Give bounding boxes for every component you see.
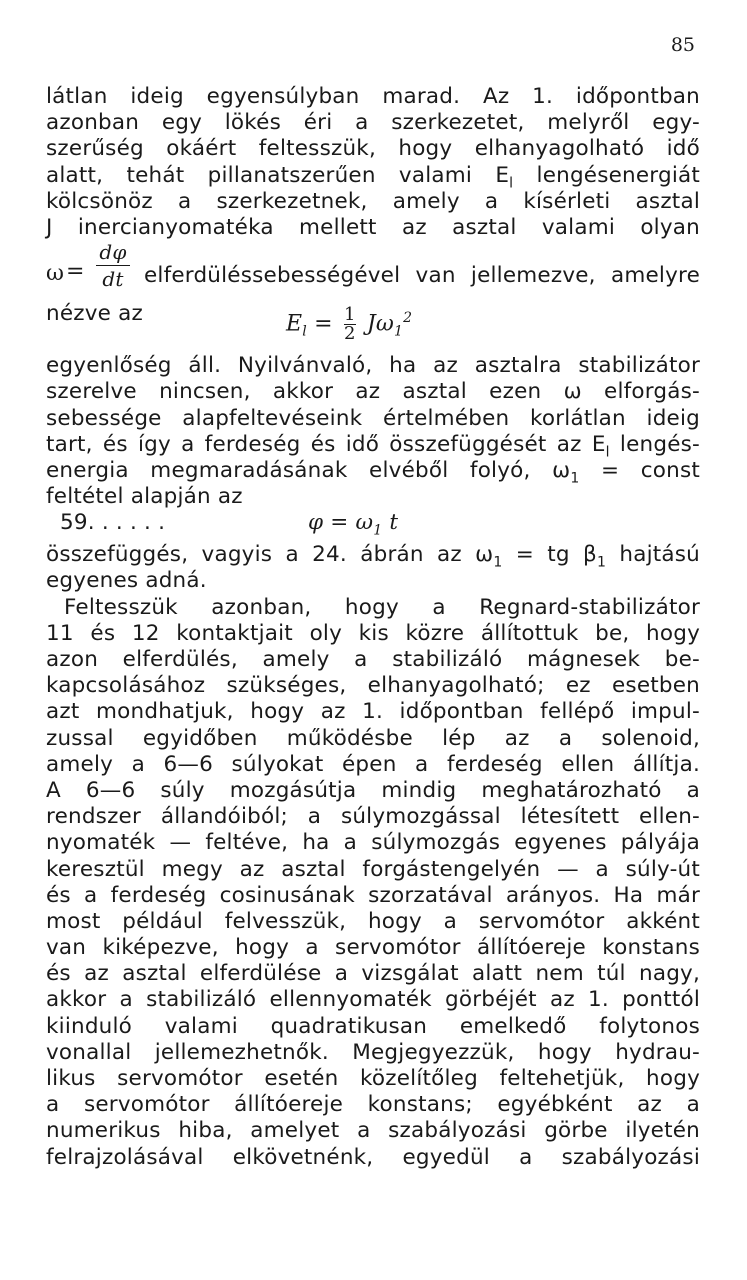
text-line: vonallal jellemezhetnők. Megjegyezzük, hogy hydrau- — [46, 1039, 700, 1065]
text-line: likus servomótor esetén közelítőleg feltehetjük, hogy — [46, 1066, 700, 1091]
equation-59-line — [46, 510, 700, 542]
energy-subscript: l — [302, 323, 307, 340]
text-line: egyenlőség áll. Nyilvánvaló, ha az asztalra stabilizátor — [46, 353, 700, 379]
equation-59-main: φ = ω — [308, 510, 374, 536]
equation-59 — [308, 510, 398, 544]
fraction-bar — [96, 265, 130, 266]
text-line: és az asztal elferdülése a vizsgálat alatt nem túl nagy, — [46, 961, 700, 987]
energy-symbol: E — [286, 311, 303, 337]
text-line: és a ferdeség cosinusának szorzatával arányos. Ha már — [46, 882, 700, 908]
text-line: látlan ideig egyensúlyban marad. Az 1. időpontban — [46, 84, 700, 109]
text-line: kölcsönöz a szerkezetnek, amely a kísérleti asztal — [46, 188, 700, 214]
equals-sign: = — [314, 311, 333, 337]
equation-number: 59. . . . . . — [60, 510, 166, 536]
one-half-fraction — [344, 303, 356, 344]
text-line: összefüggés, vagyis a 24. ábrán az $\omega_1$ = tg $\beta_1$ hajtású — [46, 542, 700, 571]
fraction-numerator: dφ — [99, 240, 127, 265]
half-numerator: 1 — [344, 303, 356, 325]
equals-sign: = — [66, 259, 85, 285]
text-line: amely a 6—6 súlyokat épen a ferdeség ellen állítja. — [46, 751, 700, 777]
text-line: van kiképezve, hogy a servomótor állítóereje konstans — [46, 935, 700, 961]
text-line: 11 és 12 kontaktjait oly kis közre állítottuk be, hogy — [46, 620, 700, 646]
paragraph-4 — [46, 595, 700, 1171]
text-line: most például felvesszük, hogy a servomótor akként — [46, 908, 700, 934]
half-denominator: 2 — [344, 322, 356, 344]
text-line: rendszer állandóiból; a súlymozgással létesített ellen- — [46, 804, 700, 830]
equation-59-subscript: 1 — [373, 522, 383, 539]
energy-formula-line — [46, 301, 700, 353]
energy-formula-lead: nézve az — [46, 301, 143, 327]
omega-subscript: 1 — [394, 323, 404, 340]
text-line: keresztül megy az asztal forgástengelyén — a súly-út — [46, 856, 700, 882]
energy-formula — [286, 305, 412, 345]
page-number: 85 — [670, 34, 695, 56]
text-line: tart, és így a ferdeség és idő összefüggését az $E_l$ lengés- — [46, 431, 700, 460]
dphi-dt-fraction — [96, 241, 130, 290]
text-line: sebessége alapfeltevéseink értelmében korlátlan ideig — [46, 405, 700, 431]
text-line: azonban egy lökés éri a szerkezetet, melyről egy- — [46, 110, 700, 136]
text-line: azon elferdülés, amely a stabilizáló mágnesek be- — [46, 647, 700, 672]
text-line: azt mondhatjuk, hogy az 1. időpontban fellépő impul- — [46, 699, 700, 725]
paragraph-1 — [46, 84, 700, 241]
text-line: A 6—6 súly mozgásútja mindig meghatározható a — [46, 777, 700, 803]
square-exponent: 2 — [403, 310, 413, 327]
text-line: alatt, tehát pillanatszerűen valami $E_l$ lengésenergiát — [46, 162, 700, 191]
paragraph-2 — [46, 353, 700, 510]
text-line: energia megmaradásának elvéből folyó, $\omega_1$ = const — [46, 457, 700, 487]
omega-formula-line — [46, 241, 700, 301]
text-line: kapcsolásához szükséges, elhanyagolható; ez esetben — [46, 673, 700, 699]
text-line: Feltesszük azonban, hogy a Regnard-stabilizátor — [64, 594, 700, 620]
text-line: nyomaték — feltéve, ha a súlymozgás egyenes pályája — [46, 830, 700, 856]
omega-symbol: ω — [46, 261, 65, 287]
equation-59-tail: t — [382, 510, 399, 536]
omega-formula-text: elferdüléssebességével van jellemezve, amelyre — [144, 263, 700, 289]
text-line: kiinduló valami quadratikusan emelkedő folytonos — [46, 1013, 700, 1039]
text-line: zussal egyidőben működésbe lép az a solenoid, — [46, 725, 700, 751]
text-line: szerűség okáért feltesszük, hogy elhanyagolható idő — [46, 136, 700, 162]
text-line: felrajzolásával elkövetnénk, egyedül a szabályozási — [46, 1144, 700, 1170]
paragraph-3 — [46, 542, 700, 594]
text-line: numerikus hiba, amelyet a szabályozási görbe ilyetén — [46, 1118, 700, 1144]
text-line: szerelve nincsen, akkor az asztal ezen ω elforgás- — [46, 379, 700, 405]
text-line: akkor a stabilizáló ellennyomaték görbéjét az 1. ponttól — [46, 987, 700, 1013]
fraction-denominator: dt — [102, 267, 124, 292]
text-line: egyenes adná. — [46, 568, 207, 594]
inertia-omega: Jω — [366, 311, 395, 337]
text-line: a servomótor állítóereje konstans; egyébként az a — [46, 1092, 700, 1118]
text-line: J inercianyomatéka mellett az asztal valami olyan — [46, 214, 700, 240]
text-line: feltétel alapján az — [46, 484, 243, 510]
body-text — [46, 84, 700, 1171]
